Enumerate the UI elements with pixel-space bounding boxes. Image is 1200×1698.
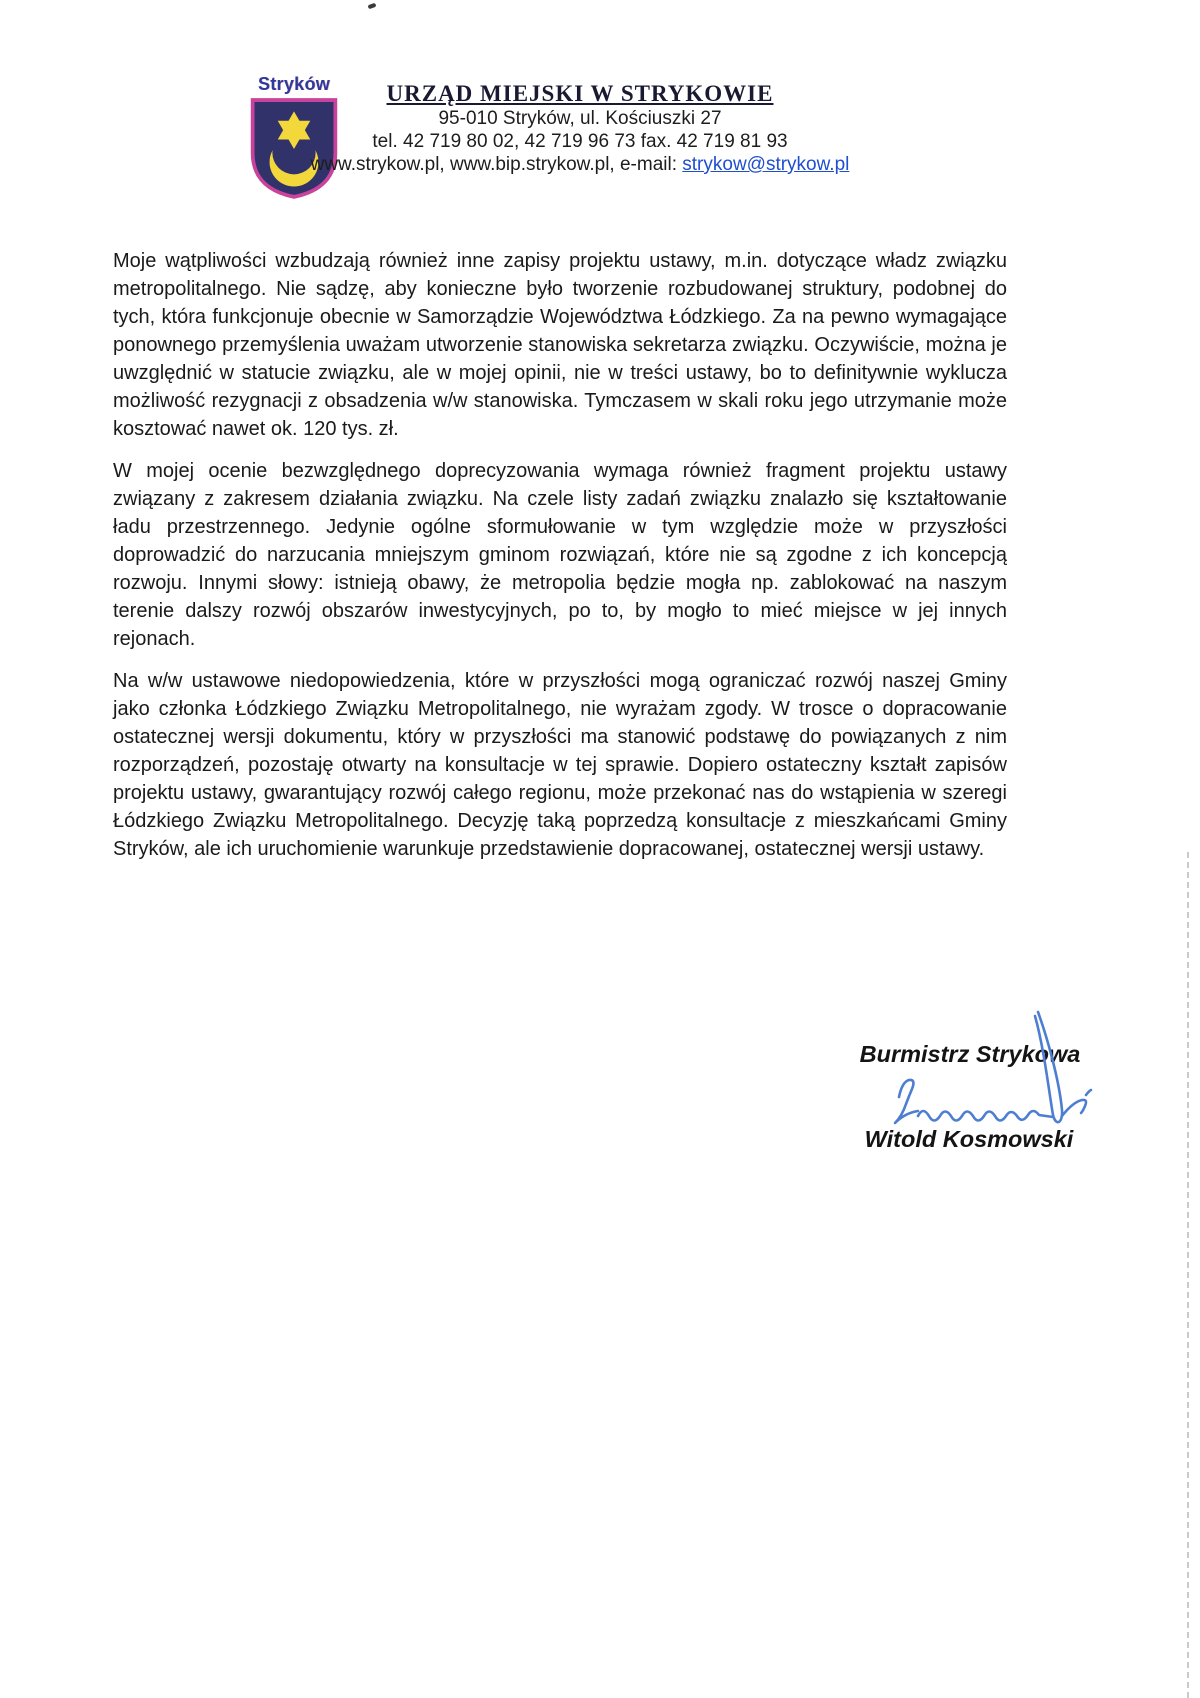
body-paragraph: W mojej ocenie bezwzględnego doprecyzowania wymaga również fragment projektu ustawy związany z zakresem działania związku. Na czele listy zadań związku znalazło się kształtowanie ładu przestrzennego. Jedynie ogólne sformułowanie w tym względzie może w przyszłości doprowadzić do narzucania mniejszym gminom rozwiązań, które nie są zgodne z ich koncepcją rozwoju. Innymi słowy: istnieją obawy, że metropolia będzie mogła np. zablokować na naszym terenie dalszy rozwój obszarów inwestycyjnych, po to, by mogło to mieć miejsce w jej innych rejonach. [113, 460, 1007, 650]
scan-edge-line-artifact [1187, 852, 1189, 1698]
signer-name: Witold Kosmowski [864, 1126, 1074, 1152]
org-name: URZĄD MIEJSKI W STRYKOWIE [386, 81, 774, 106]
org-address: 95-010 Stryków, ul. Kościuszki 27 [438, 108, 722, 129]
city-logo-label: Stryków [257, 74, 331, 94]
handwritten-signature-icon [855, 1000, 1100, 1145]
org-email-link[interactable]: strykow@strykow.pl [682, 154, 850, 175]
letter-body [113, 247, 1007, 877]
signer-title: Burmistrz Strykowa [859, 1041, 1081, 1067]
body-paragraph: Na w/w ustawowe niedopowiedzenia, które w przyszłości mogą ograniczać rozwój naszej Gminy jako członka Łódzkiego Związku Metropolitalnego, nie wyrażam zgody. W trosce o dopracowanie ostatecznej wersji dokumentu, który w przyszłości ma stanowić podstawę do powiązanych z nim rozporządzeń, pozostaję otwarty na konsultacje w tej sprawie. Dopiero ostateczny kształt zapisów projektu ustawy, gwarantujący rozwój całego regionu, może przekonać nas do wstąpienia w szeregi Łódzkiego Związku Metropolitalnego. Decyzję taką poprzedzą konsultacje z mieszkańcami Gminy Stryków, ale ich uruchomienie warunkuje przedstawienie dopracowanej, ostatecznej wersji ustawy. [113, 670, 1007, 860]
scan-speck-artifact [368, 3, 377, 9]
org-web-prefix: www.strykow.pl, www.bip.strykow.pl, e-mail: [310, 154, 683, 175]
letterhead [150, 80, 1010, 176]
body-paragraph: Moje wątpliwości wzbudzają również inne zapisy projektu ustawy, m.in. dotyczące władz związku metropolitalnego. Nie sądzę, aby konieczne było tworzenie rozbudowanej struktury, podobnej do tych, która funkcjonuje obecnie w Samorządzie Województwa Łódzkiego. Za na pewno wymagające ponownego przemyślenia uważam utworzenie stanowiska sekretarza związku. Oczywiście, można je uwzględnić w statucie związku, ale w mojej opinii, nie w treści ustawy, bo to definitywnie wyklucza możliwość rezygnacji z obsadzenia w/w stanowiska. Tymczasem w skali roku jego utrzymanie może kosztować nawet ok. 120 tys. zł. [113, 250, 1007, 440]
org-web-line [150, 153, 1010, 176]
strykow-coat-of-arms-icon [247, 187, 341, 204]
org-phones: tel. 42 719 80 02, 42 719 96 73 fax. 42 719 81 93 [372, 131, 788, 152]
